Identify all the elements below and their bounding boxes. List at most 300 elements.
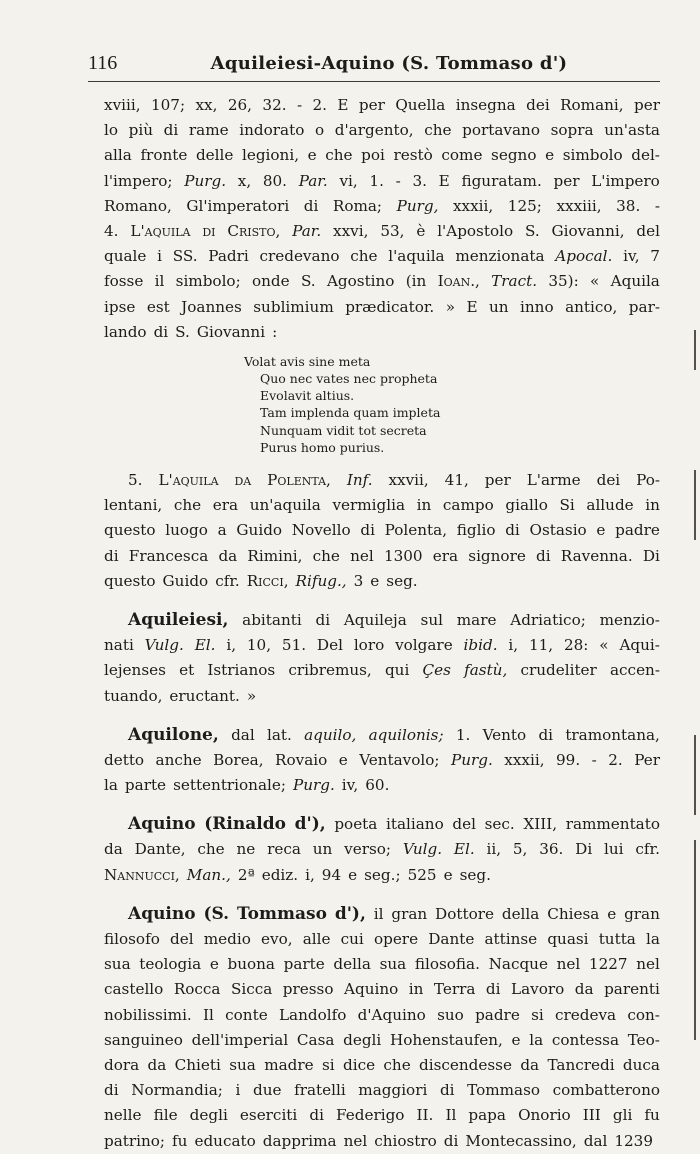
word: ii,	[486, 840, 502, 859]
word: teologia	[139, 955, 202, 974]
word: che	[325, 146, 353, 165]
word: restò	[393, 146, 433, 165]
word: di	[153, 322, 169, 341]
word: menzio-	[599, 610, 660, 629]
word: più	[128, 121, 154, 140]
word: educato	[194, 1131, 256, 1150]
word: dice	[342, 1055, 376, 1074]
word: i,	[226, 636, 237, 655]
word: eserciti	[239, 1106, 298, 1125]
word: un	[312, 840, 333, 859]
word: era	[432, 546, 459, 565]
word: figuratam.	[461, 171, 542, 190]
word: i	[235, 1081, 241, 1100]
word: la	[104, 776, 118, 795]
word: Tommaso	[467, 1081, 541, 1100]
word: il	[373, 904, 384, 923]
text-line	[104, 1129, 660, 1154]
word: del-	[631, 146, 660, 165]
word: x,	[237, 171, 252, 190]
word: poeta	[334, 815, 378, 834]
word: Roma;	[332, 196, 383, 215]
text-line	[104, 1053, 660, 1078]
word: (in	[405, 272, 427, 291]
word: loro	[353, 636, 385, 655]
word: di	[360, 521, 375, 540]
word: Inf.	[346, 471, 373, 489]
word: et	[179, 661, 195, 680]
poem-line: Volat avis sine meta	[244, 353, 371, 369]
word: xxxiii,	[556, 196, 602, 215]
word: evo,	[261, 930, 293, 948]
word: Rifug.,	[295, 571, 347, 590]
word: 51.	[281, 636, 307, 655]
poem-line: Evolavit altius.	[260, 388, 355, 404]
word: S.	[175, 322, 190, 341]
text-line	[104, 927, 660, 952]
word: sua	[379, 955, 407, 974]
word: Par.	[298, 171, 328, 190]
word: di	[443, 1131, 459, 1150]
word: Guido	[236, 521, 283, 540]
word: dei	[596, 471, 621, 489]
word: Padri	[208, 247, 249, 266]
word: per	[484, 471, 511, 489]
word: volgare	[395, 636, 453, 655]
word: gran	[624, 904, 660, 923]
word: della	[333, 955, 371, 974]
text-line	[104, 1028, 660, 1053]
word: Lavoro	[511, 980, 565, 999]
word: portavano	[462, 121, 540, 140]
word: di	[303, 196, 319, 215]
word: Aquila	[610, 272, 660, 291]
word: Teo-	[627, 1030, 660, 1049]
text-line	[104, 658, 660, 683]
word: 107;	[150, 96, 186, 114]
word: un'asta	[604, 121, 660, 140]
word: in	[645, 496, 660, 515]
word: per	[553, 171, 580, 190]
word: nel	[636, 955, 660, 974]
word: L'aquila	[158, 471, 219, 489]
text-line	[104, 952, 660, 977]
text-line	[104, 93, 660, 118]
word: padre	[475, 1005, 520, 1024]
word: 99.	[556, 750, 581, 769]
word: mare	[456, 610, 497, 629]
word: giallo	[505, 496, 548, 515]
word: lejenses	[104, 661, 166, 680]
word: e	[370, 571, 380, 590]
word: questo	[104, 521, 156, 540]
word: Giovanni	[196, 322, 266, 341]
word: reca	[267, 840, 301, 859]
word: crudeliter	[520, 661, 597, 680]
word: da	[574, 980, 594, 999]
word: Dante	[428, 930, 475, 948]
text-line	[104, 269, 660, 294]
word: Giovanni,	[551, 221, 625, 240]
word: il	[154, 272, 165, 291]
word: di	[202, 221, 216, 240]
word: Chieti	[174, 1055, 221, 1074]
word: Cristo,	[227, 221, 281, 240]
word: «	[599, 636, 609, 655]
word: ibid.	[463, 636, 498, 655]
word: xxvii,	[388, 471, 429, 489]
word: Man.,	[186, 865, 231, 884]
word: 36.	[539, 840, 564, 859]
word: 5.	[128, 471, 143, 489]
word: Vento	[482, 725, 527, 744]
word: sanguineo	[104, 1030, 183, 1049]
word: Çes	[422, 661, 451, 680]
poem-line: Purus homo purius.	[260, 439, 385, 455]
word: anche	[155, 750, 202, 769]
poem-quote	[244, 353, 660, 456]
word: ne	[236, 840, 256, 859]
word: i,	[305, 865, 315, 884]
word: da	[147, 1055, 167, 1074]
word: Vulg.	[144, 636, 184, 655]
word: maggiori	[358, 1081, 428, 1100]
word: madre	[264, 1055, 314, 1074]
scan-edge-mark	[694, 330, 696, 370]
word: l'Apostolo	[437, 221, 514, 240]
word: Gl'imperatori	[186, 196, 290, 215]
word: della	[501, 904, 540, 923]
word: Ventavolo;	[359, 750, 440, 769]
word: 1.	[369, 171, 384, 190]
word: Romano,	[104, 196, 172, 215]
word: credeva	[555, 1005, 617, 1024]
word: L'aquila	[130, 221, 191, 240]
text-line	[104, 468, 660, 493]
word: Aquileiesi,	[128, 609, 229, 630]
word: 1300	[383, 546, 423, 565]
word: tuando,	[104, 686, 163, 705]
word: Par.	[292, 221, 322, 240]
word: 60.	[365, 776, 390, 795]
word: Guido	[162, 571, 209, 590]
word: S.	[524, 221, 540, 240]
word: 1.	[455, 725, 471, 744]
word: quale	[104, 247, 147, 266]
word: la	[646, 930, 660, 948]
word: Casa	[296, 1030, 335, 1049]
word: aquilonis;	[368, 725, 444, 744]
text-line	[104, 608, 660, 633]
word: fronte	[140, 146, 188, 165]
text-line	[104, 118, 660, 143]
word: signore	[468, 546, 526, 565]
word: 1227	[588, 955, 628, 974]
text-line	[104, 684, 660, 709]
word: insegna	[455, 96, 516, 114]
word: Aquino	[344, 980, 399, 999]
running-head: Aquileiesi-Aquino (S. Tommaso d')	[210, 53, 568, 74]
word: dell'imperial	[191, 1030, 289, 1049]
word: a	[217, 521, 227, 540]
word: 7	[650, 247, 660, 266]
word: inno	[520, 297, 554, 316]
word: e	[209, 955, 219, 974]
word: Dottore	[435, 904, 494, 923]
word: i,	[508, 636, 519, 655]
word: fastù,	[464, 661, 508, 680]
word: e	[607, 904, 617, 923]
word: Novello	[291, 521, 351, 540]
word: Aquileja	[343, 610, 407, 629]
word: Rimini,	[247, 546, 303, 565]
word: 80.	[262, 171, 288, 190]
word: la	[529, 1030, 544, 1049]
word: che	[312, 546, 340, 565]
header-rule	[88, 81, 660, 82]
word: dal	[231, 725, 255, 744]
paragraph	[104, 468, 660, 594]
word: italiano	[386, 815, 444, 834]
word: fosse	[104, 272, 144, 291]
text-line	[104, 143, 660, 168]
word: Normandia;	[131, 1081, 223, 1100]
word: accen-	[610, 661, 660, 680]
word: eructant.	[169, 686, 240, 705]
word: S.	[300, 272, 316, 291]
word: El.	[453, 840, 475, 859]
word: verso;	[344, 840, 392, 859]
word: El.	[194, 636, 216, 655]
word: Tract.	[491, 272, 538, 291]
word: nelle	[104, 1106, 142, 1125]
dictionary-entry	[104, 723, 660, 799]
word: abitanti	[242, 610, 302, 629]
word: Aquino	[128, 814, 196, 835]
word: 11,	[528, 636, 554, 655]
word: che	[383, 1055, 411, 1074]
word: di	[439, 1081, 455, 1100]
word: E	[466, 297, 478, 316]
text-line	[104, 773, 660, 798]
word: 94	[321, 865, 342, 884]
word: aquilo,	[304, 725, 357, 744]
word: fu	[172, 1131, 188, 1150]
word: rame	[188, 121, 229, 140]
word: attinse	[484, 930, 538, 948]
word: era	[212, 496, 239, 515]
word: nel	[556, 955, 581, 974]
word: xx,	[195, 96, 218, 114]
word: Aquino	[128, 903, 196, 924]
word: di	[315, 610, 331, 629]
word: lentani,	[104, 496, 163, 515]
word: 1239	[614, 1131, 654, 1150]
word: medio	[203, 930, 251, 948]
word: :	[272, 322, 278, 341]
word: e	[511, 1030, 521, 1049]
word: l'aquila	[388, 247, 445, 266]
word: sul	[420, 610, 443, 629]
word: sua	[104, 955, 131, 974]
text-line	[104, 748, 660, 773]
text-line	[104, 1003, 660, 1028]
word: tramontana,	[565, 725, 660, 744]
word: ediz.	[261, 865, 299, 884]
word: duca	[622, 1055, 660, 1074]
word: Rocca	[173, 980, 221, 999]
word: papa	[468, 1106, 506, 1125]
word: Aqui-	[619, 636, 660, 655]
word: d'),	[294, 814, 326, 835]
text-line	[104, 902, 660, 927]
word: Purg,	[396, 196, 439, 215]
word: Tancredi	[547, 1055, 615, 1074]
word: gran	[391, 904, 428, 923]
word: dapprima	[262, 1131, 337, 1150]
word: E	[438, 171, 450, 190]
scan-edge-mark	[694, 840, 696, 1040]
word: qui	[384, 661, 410, 680]
word: par-	[628, 297, 660, 316]
word: 32.	[262, 96, 287, 114]
word: Di	[642, 546, 660, 565]
word: del	[452, 815, 476, 834]
word: cui	[340, 930, 364, 948]
word: Quella	[395, 96, 446, 114]
word: figlio	[456, 521, 496, 540]
word: fratelli	[294, 1081, 346, 1100]
word: Del	[316, 636, 343, 655]
word: vi,	[339, 171, 358, 190]
word: Purg.	[292, 776, 335, 795]
word: in	[416, 496, 432, 515]
word: delle	[195, 146, 234, 165]
word: da	[104, 840, 123, 859]
word: parte	[283, 955, 325, 974]
word: 35):	[548, 272, 579, 291]
word: Il	[203, 1005, 214, 1024]
word: Si	[559, 496, 575, 515]
word: sopra	[550, 121, 594, 140]
word: Montecassino,	[465, 1131, 577, 1150]
word: onde	[252, 272, 290, 291]
word: xxxii,	[504, 750, 545, 769]
word: 28:	[563, 636, 589, 655]
word: gli	[612, 1106, 633, 1125]
word: Nannucci,	[104, 865, 180, 884]
word: lando	[104, 322, 147, 341]
word: parenti	[604, 980, 660, 999]
word: Aquilone,	[128, 724, 219, 745]
word: Francesca	[128, 546, 209, 565]
word: di	[485, 980, 501, 999]
word: XIII,	[523, 815, 558, 834]
word: Ravenna.	[560, 546, 633, 565]
word: Romani,	[560, 96, 624, 114]
text-line	[104, 544, 660, 569]
word: «	[590, 272, 600, 291]
word: un'aquila	[249, 496, 321, 515]
word: 2ª	[237, 865, 255, 884]
word: nati	[104, 636, 134, 655]
word: nel	[350, 546, 374, 565]
word: (Rinaldo	[204, 814, 286, 835]
page-header	[88, 52, 660, 80]
poem-line: Quo nec vates nec propheta	[260, 371, 438, 387]
word: -	[395, 171, 401, 190]
word: 38.	[616, 196, 641, 215]
word: SS.	[172, 247, 198, 266]
text-line	[104, 518, 660, 543]
word: antico,	[565, 297, 618, 316]
text-line	[104, 723, 660, 748]
word: Hohenstaufen,	[389, 1030, 503, 1049]
text-line	[104, 569, 660, 594]
word: lat.	[266, 725, 292, 744]
word: ipse	[104, 297, 136, 316]
word: Per	[634, 750, 660, 769]
word: iv,	[623, 247, 640, 266]
word: -	[296, 96, 303, 114]
word: dora	[104, 1055, 140, 1074]
word: d'Aquino	[357, 1005, 426, 1024]
word: per	[358, 96, 385, 114]
word: Landolfo	[278, 1005, 347, 1024]
word: per	[634, 96, 660, 114]
word: opere	[373, 930, 419, 948]
word: Federigo	[336, 1106, 405, 1125]
word: 41,	[444, 471, 469, 489]
dictionary-entry	[104, 902, 660, 1154]
word: II.	[416, 1106, 434, 1125]
scan-edge-mark	[694, 470, 696, 540]
text-line	[104, 169, 660, 194]
word: -	[654, 196, 660, 215]
word: è	[416, 221, 426, 240]
word: con-	[627, 1005, 660, 1024]
text-line	[104, 493, 660, 518]
word: 125;	[507, 196, 542, 215]
word: di	[538, 725, 554, 744]
word: 2.	[608, 750, 623, 769]
word: alla	[104, 146, 132, 165]
text-line	[104, 837, 660, 862]
word: che	[173, 496, 202, 515]
word: Onorio	[518, 1106, 571, 1125]
word: Dante,	[134, 840, 186, 859]
word: Ricci,	[246, 571, 289, 590]
word: del	[170, 930, 194, 948]
word: 4.	[104, 221, 119, 240]
text-line	[104, 219, 660, 244]
word: L'arme	[526, 471, 581, 489]
text-line	[104, 320, 660, 345]
word: xxvi,	[333, 221, 369, 240]
word: filosofia.	[414, 955, 480, 974]
word: di	[536, 546, 551, 565]
word: degli	[343, 1030, 382, 1049]
word: Nacque	[488, 955, 548, 974]
word: un	[489, 297, 509, 316]
word: 2.	[312, 96, 328, 114]
word: presso	[282, 980, 334, 999]
word: come	[441, 146, 483, 165]
word: 5,	[512, 840, 528, 859]
word: parte	[124, 776, 167, 795]
text-line	[104, 194, 660, 219]
word: castello	[104, 980, 164, 999]
